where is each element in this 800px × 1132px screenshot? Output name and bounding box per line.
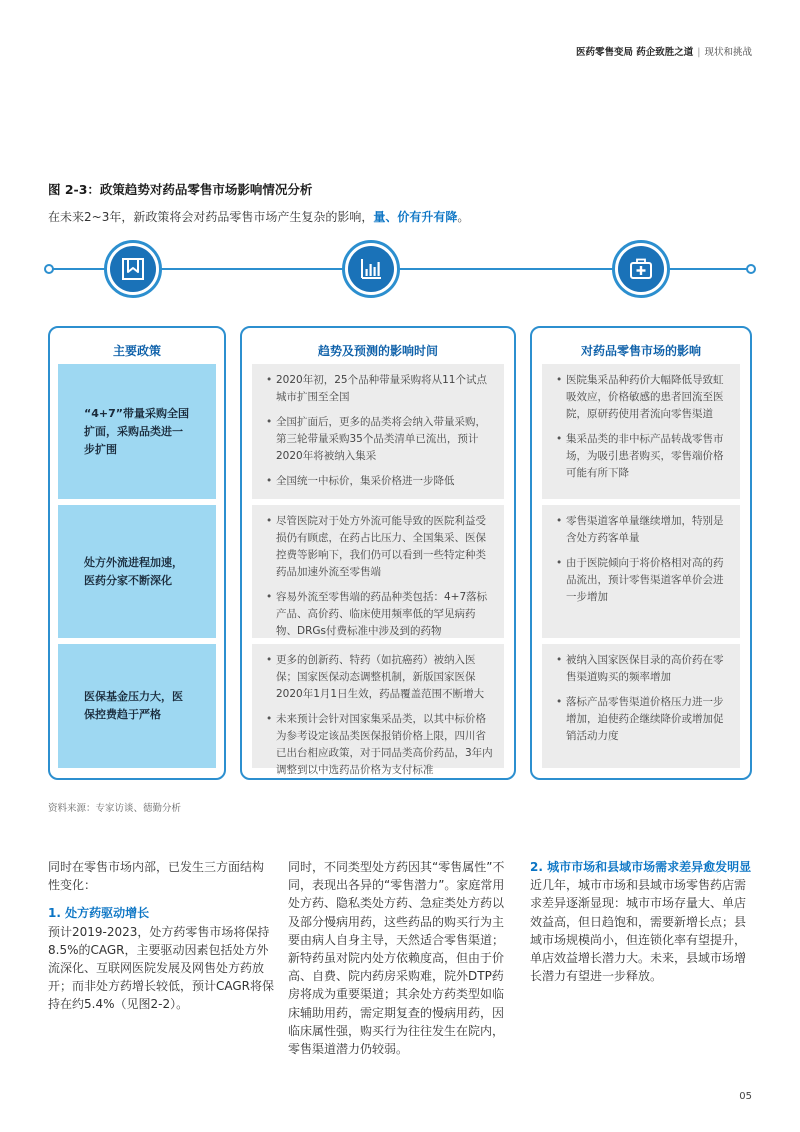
page-header	[576, 44, 752, 58]
impact-block	[542, 505, 740, 638]
header-title: 医药零售变局 药企致胜之道	[575, 47, 694, 58]
bar-chart-icon	[358, 256, 384, 282]
section-heading: 2. 城市市场和县域市场需求差异愈发明显	[530, 860, 752, 874]
body-paragraph: 预计2019-2023，处方药零售市场将保持8.5%的CAGR，主要驱动因素包括处方外流深化、互联网医院发展及网售处方药放开；而非处方药增长较低，预计CAGR将保持在约5.4%（见图2-2）。	[48, 924, 275, 1012]
timing-bullet: • 未来预计会针对国家集采品类，以其中标价格为参考设定该品类医保报销价格上限，四川省已出台相应政策，对于同品类高价药品，3年内调整到以中选药品价格为支付标准	[266, 711, 494, 779]
section-heading: 1. 处方药驱动增长	[48, 906, 150, 921]
header-subtitle: 现状和挑战	[704, 47, 752, 58]
impact-bullet: • 医院集采品种药价大幅降低导致虹吸效应，价格敏感的患者回流至医院，原研药使用者流向零售渠道	[556, 372, 730, 423]
timing-block	[252, 364, 504, 499]
figure-title: 图 2-3：政策趋势对药品零售市场影响情况分析	[48, 182, 313, 197]
first-aid-kit-icon-circle	[612, 240, 670, 298]
impact-block	[542, 644, 740, 768]
timing-bullet: • 全国统一中标价，集采价格进一步降低	[266, 473, 494, 490]
impact-bullet: • 被纳入国家医保目录的高价药在零售渠道购买的频率增加	[556, 652, 730, 686]
body-column-1	[48, 858, 274, 1014]
timing-bullet: • 2020年初，25个品种带量采购将从11个试点城市扩围至全国	[266, 372, 494, 406]
figure-intro-highlight: 量、价有升有降	[373, 210, 458, 224]
impact-bullet: • 落标产品零售渠道价格压力进一步增加，迫使药企继续降价或增加促销活动力度	[556, 694, 730, 745]
policies-card	[48, 326, 226, 780]
timeline-start-dot	[44, 264, 54, 274]
figure-intro-suffix: 。	[457, 210, 470, 224]
timing-bullet: • 全国扩面后，更多的品类将会纳入带量采购，第三轮带量采购35个品类清单已流出，预计2020年将被纳入集采	[266, 414, 494, 465]
impact-block	[542, 364, 740, 499]
body-paragraph: 近几年，城市市场和县域市场零售药店需求差异逐渐显现：城市市场存量大、单店效益高，但日趋饱和，需要新增长点；县域市场规模尚小，但连锁化率有望提升，单店效益增长潜力大。未来，县域市场增长潜力有望进一步释放。	[530, 878, 747, 984]
policy-label: 处方外流进程加速，医药分家不断深化	[84, 555, 183, 587]
body-column-2	[288, 858, 514, 1058]
figure-intro-text: 在未来2~3年，新政策将会对药品零售市场产生复杂的影响，	[48, 210, 374, 224]
bar-chart-icon-circle	[342, 240, 400, 298]
body-paragraph: 同时，不同类型处方药因其“零售属性”不同，表现出各异的“零售潜力”。家庭常用处方药、隐私类处方药、急症类处方药以及部分慢病用药，这些药品的购买行为主要由病人自身主导，天然适合零售渠道；新特药虽对院内处方依赖度高，但由于价高、自费、院内药房采购难，院外DTP药房将成为重要渠道；其余处方药类型如临床辅助用药，需定期复查的慢病用药，因临床属性强，购买行为往往发生在院内，零售渠道潜力仍较弱。	[288, 860, 505, 1057]
timing-bullet: • 容易外流至零售端的药品种类包括：4+7落标产品、高价药、临床使用频率低的罕见病药物、DRGs付费标准中涉及到的药物	[266, 589, 494, 640]
impact-bullet: • 由于医院倾向于将价格相对高的药品流出，预计零售渠道客单价会进一步增加	[556, 555, 730, 606]
timing-block	[252, 505, 504, 638]
policy-item	[58, 364, 216, 499]
timing-card-title: 趋势及预测的影响时间	[317, 344, 438, 358]
impact-bullet: • 零售渠道客单量继续增加，特别是含处方药客单量	[556, 513, 730, 547]
timing-block	[252, 644, 504, 776]
bookmark-icon-circle	[104, 240, 162, 298]
impact-card	[530, 326, 752, 780]
timing-card	[240, 326, 516, 780]
policy-item	[58, 644, 216, 768]
policies-card-title: 主要政策	[112, 344, 161, 358]
impact-bullet: • 集采品类的非中标产品转战零售市场，为吸引患者购买，零售端价格可能有所下降	[556, 431, 730, 482]
timing-bullet: • 更多的创新药、特药（如抗癌药）被纳入医保；国家医保动态调整机制，新版国家医保2020年1月1日生效，药品覆盖范围不断增大	[266, 652, 494, 703]
bookmark-icon	[120, 256, 146, 282]
body-paragraph: 同时在零售市场内部，已发生三方面结构性变化：	[48, 860, 265, 893]
policy-label: “4+7”带量采购全国扩面，采购品类进一步扩围	[84, 406, 189, 456]
figure-source: 资料来源：专家访谈、德勤分析	[48, 803, 182, 814]
header-separator: |	[697, 47, 701, 58]
timeline-end-dot	[746, 264, 756, 274]
figure-intro	[48, 208, 469, 225]
impact-card-title: 对药品零售市场的影响	[580, 344, 701, 358]
body-column-3	[530, 858, 752, 985]
page-number: 05	[739, 1091, 752, 1102]
policy-item	[58, 505, 216, 638]
policy-label: 医保基金压力大，医保控费趋于严格	[84, 690, 183, 721]
timing-bullet: • 尽管医院对于处方外流可能导致的医院利益受损仍有顾虑，在药占比压力、全国集采、医保控费等影响下，我们仍可以看到一些特定种类药品加速外流至零售端	[266, 513, 494, 581]
first-aid-kit-icon	[628, 256, 654, 282]
